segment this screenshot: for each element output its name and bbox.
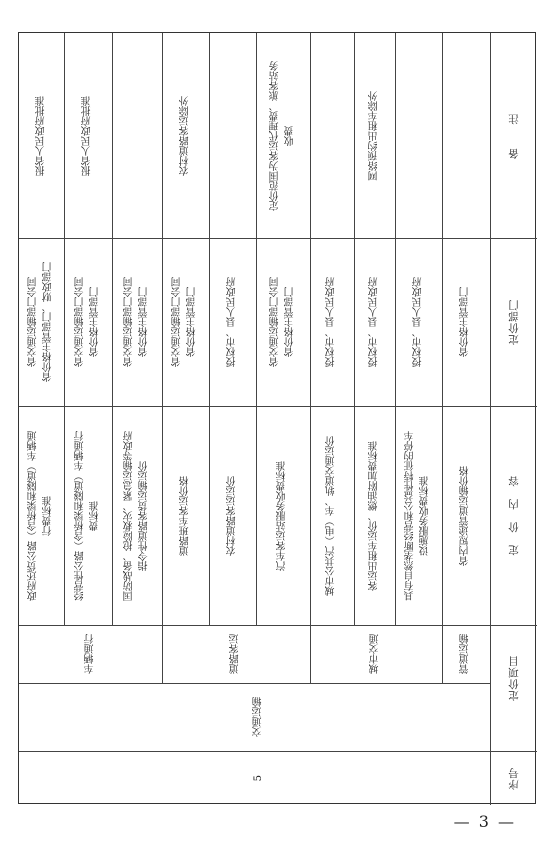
table-rule [19, 406, 537, 407]
table-rule [19, 751, 537, 752]
row-dept: 授权市、县人民政府 [412, 277, 424, 367]
row-dept: 省交通运输部门会同 [123, 277, 135, 367]
row-dept: 省交通运输部门会同 [74, 277, 86, 367]
row-remark: 农村道路客运除外 [179, 95, 191, 176]
row-dept: 省价格主管部门 [460, 287, 471, 357]
row-content: 道路班车客运价格 [179, 475, 191, 556]
table-rule [310, 33, 311, 625]
row-dept: 授权市、县人民政府 [226, 277, 238, 367]
table-rule [162, 33, 163, 625]
row-content: 国防战备、抢险救灾、紧急运输等政府 [123, 430, 135, 601]
row-content: 指令性道路客货运输运价 [138, 460, 150, 571]
table-rule [442, 625, 443, 683]
row-content: 汽车客运站服务收费标准 [277, 460, 288, 571]
row-remark: 定价范围为客运代理费、旅客站务 [269, 60, 281, 211]
table-rule [112, 33, 113, 625]
row-content: 行费标准 [43, 495, 54, 536]
table-rule [490, 33, 491, 625]
group-seq: 5 [253, 774, 264, 782]
row-dept: 省交通运输部门会同 [269, 277, 281, 367]
row-dept: 省价格主管部门 [89, 287, 101, 357]
row-content: 省内短途管道运输价格 [460, 465, 471, 566]
row-dept: 省交通运输部门会同 [172, 277, 183, 367]
table-rule [19, 238, 537, 239]
header-dept: 定价部门 [507, 299, 520, 345]
row-content: 农村道路客运运价 [226, 475, 238, 556]
row-remark: 收费 [284, 125, 296, 146]
table-rule [209, 33, 210, 625]
table-rule [256, 33, 257, 625]
header-seq: 序号 [507, 766, 520, 790]
row-content: 设施服务收费标准 [420, 475, 431, 556]
page-number: — 3 — [453, 812, 516, 831]
row-content: 具有自然垄断经营和公益性特征的停车 [405, 430, 416, 601]
row-dept: 省价格主管部门 [187, 287, 198, 357]
table-rule [395, 33, 396, 625]
row-dept: 省交通运输部门会同 [28, 277, 39, 367]
row-content: 政府还贷公路（含桥梁和隧道）车辆通 [28, 430, 39, 601]
table-rule [19, 683, 490, 684]
row-content: 费标准 [89, 500, 101, 531]
header-remark: 备 注 [507, 112, 520, 159]
pricing-table [18, 32, 536, 804]
row-remark: 报省人民政府批准 [35, 95, 47, 176]
row-dept: 授权市、县人民政府 [326, 277, 337, 367]
subgroup-label: 车辆通行 [84, 634, 96, 674]
row-dept: 省价格主管部门、财政部门 [43, 262, 54, 382]
table-rule [354, 33, 355, 625]
row-content: 经营性公路（含桥梁和隧道）车辆通行 [74, 430, 86, 601]
subgroup-label: 城市交通 [370, 634, 381, 674]
subgroup-label: 管道运输 [460, 634, 471, 674]
header-item: 定价项目 [507, 655, 520, 701]
group-item: 交通运输 [253, 697, 264, 737]
table-rule [19, 625, 537, 626]
row-remark: 报省人民政府批准 [82, 95, 93, 176]
table-rule [442, 33, 443, 625]
row-dept: 授权市、县人民政府 [368, 277, 380, 367]
row-remark: 网络预约出租车除外 [368, 90, 380, 181]
table-rule [162, 625, 163, 683]
row-dept: 省价格主管部门 [138, 287, 150, 357]
header-content: 定 价 内 容 [507, 475, 520, 556]
table-rule [310, 625, 311, 683]
row-content: 城市公共汽（电）车、轨道交通运价 [326, 435, 337, 596]
row-dept: 省价格主管部门 [284, 287, 296, 357]
row-content: 客运出租车运价、燃油附加费标准 [368, 440, 380, 591]
subgroup-label: 道路客运 [230, 634, 241, 674]
table-rule [64, 33, 65, 625]
